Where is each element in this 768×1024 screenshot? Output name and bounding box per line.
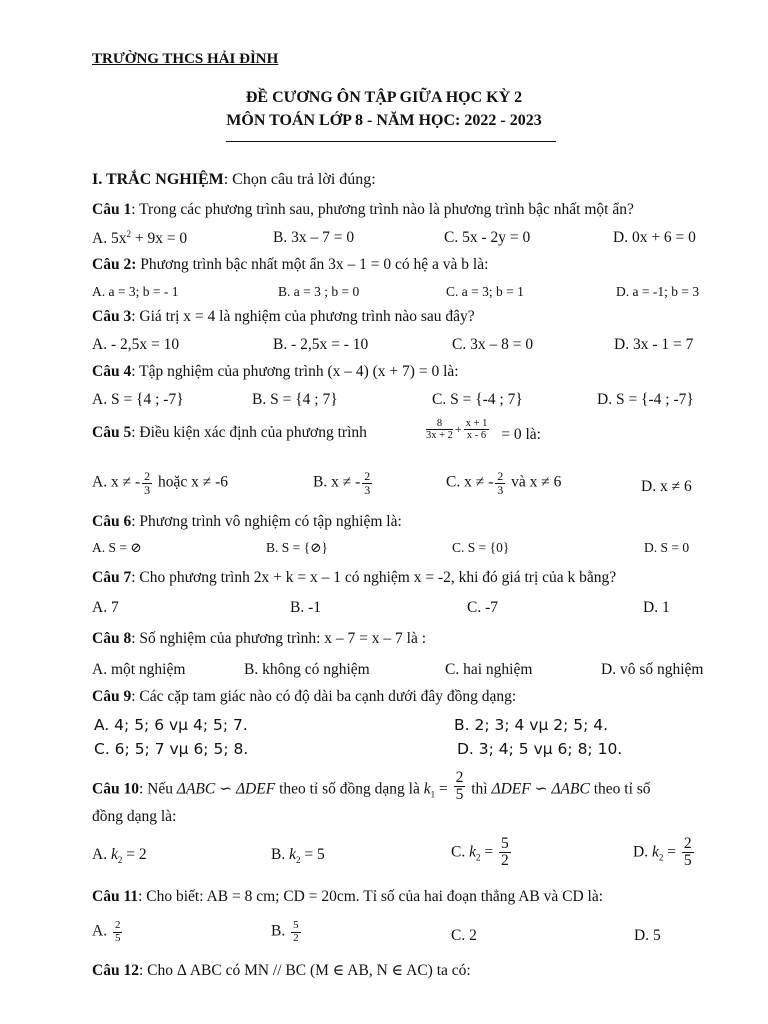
question-2	[92, 256, 488, 274]
question-label: Câu 4	[92, 363, 132, 380]
q11-option-c: C. 2	[451, 927, 477, 944]
question-text: : Điều kiện xác định của phương trình	[131, 424, 367, 441]
question-4	[92, 363, 459, 381]
question-text: : Cho phương trình 2x + k = x – 1 có nghiệm x = -2, khi đó giá trị của k bằng?	[131, 569, 617, 586]
fraction: $\frac{x + 1}{x - 6}$	[465, 418, 488, 442]
question-label: Câu 7	[92, 569, 132, 586]
section-heading	[92, 171, 376, 189]
q7-option-a: A. 7	[92, 599, 119, 616]
question-text: : Trong các phương trình sau, phương trình nào là phương trình bậc nhất một ẩn?	[131, 201, 634, 218]
question-5	[92, 424, 367, 442]
q4-option-b: B. S = {4 ; 7}	[252, 391, 338, 408]
q5-option-d: D. x ≠ 6	[641, 478, 692, 495]
section-instruction: : Chọn câu trả lời đúng:	[223, 171, 376, 188]
q11-option-b: B. $\frac{5}{2}$	[271, 919, 299, 944]
q1-option-b: B. 3x – 7 = 0	[273, 229, 355, 246]
fraction: $\frac{2}{5}$	[114, 919, 121, 944]
question-text: Phương trình bậc nhất một ẩn 3x – 1 = 0 có hệ a và b là:	[136, 256, 489, 273]
question-10: Câu 10: Nếu ΔABC ∽ ΔDEF theo tỉ số đồng dạng là $k_1$ = $\frac{2}{5}$ thì ΔDEF ∽ ΔABC theo tỉ số	[92, 769, 651, 804]
q1-option-d: D. 0x + 6 = 0	[613, 229, 696, 246]
fraction: $\frac{5}{2}$	[293, 919, 299, 944]
q8-option-a: A. một nghiệm	[92, 661, 186, 678]
q3-option-d: D. 3x - 1 = 7	[614, 336, 694, 353]
q11-option-a: A. $\frac{2}{5}$	[92, 919, 121, 944]
q4-option-d: D. S = {-4 ; -7}	[597, 391, 694, 408]
question-11	[92, 888, 603, 906]
q7-option-b: B. -1	[290, 599, 321, 616]
q2-option-a: A. a = 3; b = - 1	[92, 284, 179, 299]
q3-option-c: C. 3x – 8 = 0	[452, 336, 534, 353]
question-text: : Các cặp tam giác nào có độ dài ba cạnh dưới đây đồng dạng:	[131, 688, 517, 705]
q9-option-a: A. 4; 5; 6 vµ 4; 5; 7.	[94, 716, 248, 734]
title-underline	[226, 141, 556, 142]
fraction: $\frac{2}{5}$	[455, 769, 464, 804]
q10-option-d: D. $k_2$ = $\frac{2}{5}$	[633, 835, 692, 870]
q5-option-b: B. x ≠ - $\frac{2}{3}$	[313, 469, 371, 497]
q8-option-c: C. hai nghiệm	[445, 661, 533, 678]
fraction: $\frac{2}{5}$	[683, 835, 692, 870]
q1-option-a: A. $5x^2 + 9x = 0$	[92, 229, 188, 248]
question-label: Câu 12	[92, 962, 139, 979]
question-text: : Tập nghiệm của phương trình (x – 4) (x + 7) = 0 là:	[131, 363, 459, 380]
question-label: Câu 1	[92, 201, 132, 218]
question-1	[92, 201, 634, 219]
q7-option-d: D. 1	[643, 599, 670, 616]
question-label: Câu 9	[92, 688, 132, 705]
fraction: $\frac{5}{2}$	[500, 835, 509, 870]
q5-option-c: C. x ≠ - $\frac{2}{3}$ và x ≠ 6	[446, 469, 562, 497]
q11-option-d: D. 5	[634, 927, 661, 944]
q4-option-a: A. S = {4 ; -7}	[92, 391, 184, 408]
question-label: Câu 5	[92, 424, 132, 441]
q5-equation: $\frac{8}{3x + 2}$ + $\frac{x + 1}{x - 6}$ = 0 là:	[426, 418, 541, 444]
q8-option-d: D. vô số nghiệm	[601, 661, 704, 678]
q10-option-c: C. $k_2$ = $\frac{5}{2}$	[451, 835, 509, 870]
similarity-def-abc: ΔDEF ∽ ΔABC	[491, 780, 590, 798]
question-8	[92, 630, 426, 648]
q5-option-a: A. x ≠ - $\frac{2}{3}$ hoặc x ≠ -6	[92, 469, 229, 497]
question-text: : Cho Δ ABC có MN // BC (M ∈ AB, N ∈ AC) ta có:	[138, 962, 471, 979]
section-label: I. TRẮC NGHIỆM	[92, 171, 224, 188]
fraction: $\frac{8}{3x + 2}$	[426, 418, 453, 442]
q9-option-c: C. 6; 5; 7 vµ 6; 5; 8.	[94, 740, 249, 758]
q8-option-b: B. không có nghiệm	[244, 661, 370, 678]
q6-option-d: D. S = 0	[644, 540, 690, 555]
question-label: Câu 2:	[92, 256, 137, 273]
q1-option-c: C. 5x - 2y = 0	[444, 229, 531, 246]
q2-option-b: B. a = 3 ; b = 0	[278, 284, 360, 299]
q9-option-b: B. 2; 3; 4 vµ 2; 5; 4.	[454, 716, 609, 734]
q6-option-b: B. S = {⊘}	[266, 540, 328, 555]
q6-option-c: C. S = {0}	[452, 540, 510, 555]
question-label: Câu 6	[92, 513, 132, 530]
q3-option-b: B. - 2,5x = - 10	[273, 336, 369, 353]
question-text: : Cho biết: AB = 8 cm; CD = 20cm. Tỉ số của hai đoạn thẳng AB và CD là:	[138, 888, 604, 905]
question-text: : Số nghiệm của phương trình: x – 7 = x – 7 là :	[131, 630, 427, 647]
q2-option-d: D. a = -1; b = 3	[616, 284, 700, 299]
question-9	[92, 688, 516, 706]
question-text: : Phương trình vô nghiệm có tập nghiệm là:	[131, 513, 402, 530]
q6-option-a: A. S = ⊘	[92, 540, 142, 555]
similarity-abc-def: ΔABC ∽ ΔDEF	[176, 780, 276, 798]
school-name: TRƯỜNG THCS HẢI ĐÌNH	[92, 51, 279, 67]
q7-option-c: C. -7	[467, 599, 498, 616]
question-label: Câu 10	[92, 780, 139, 798]
q10-option-a: A. $k_2 = 2$	[92, 846, 147, 866]
question-text: : Giá trị x = 4 là nghiệm của phương trình nào sau đây?	[131, 308, 475, 325]
question-6	[92, 513, 402, 531]
question-3	[92, 308, 475, 326]
question-7	[92, 569, 616, 587]
question-label: Câu 11	[92, 888, 139, 905]
question-label: Câu 8	[92, 630, 132, 647]
q10-text-line2: đồng dạng là:	[92, 808, 177, 825]
q2-option-c: C. a = 3; b = 1	[446, 284, 524, 299]
q4-option-c: C. S = {-4 ; 7}	[432, 391, 523, 408]
doc-title-line1: ĐỀ CƯƠNG ÔN TẬP GIỮA HỌC KỲ 2	[245, 89, 523, 106]
fraction: $\frac{2}{3}$	[497, 469, 504, 497]
doc-title-line2: MÔN TOÁN LỚP 8 - NĂM HỌC: 2022 - 2023	[226, 112, 542, 129]
q9-option-d: D. 3; 4; 5 vµ 6; 8; 10.	[457, 740, 623, 758]
question-label: Câu 3	[92, 308, 132, 325]
q10-option-b: B. $k_2 = 5$	[271, 846, 325, 866]
fraction: $\frac{2}{3}$	[144, 469, 151, 497]
q3-option-a: A. - 2,5x = 10	[92, 336, 180, 353]
fraction: $\frac{2}{3}$	[364, 469, 371, 497]
question-12	[92, 961, 471, 980]
